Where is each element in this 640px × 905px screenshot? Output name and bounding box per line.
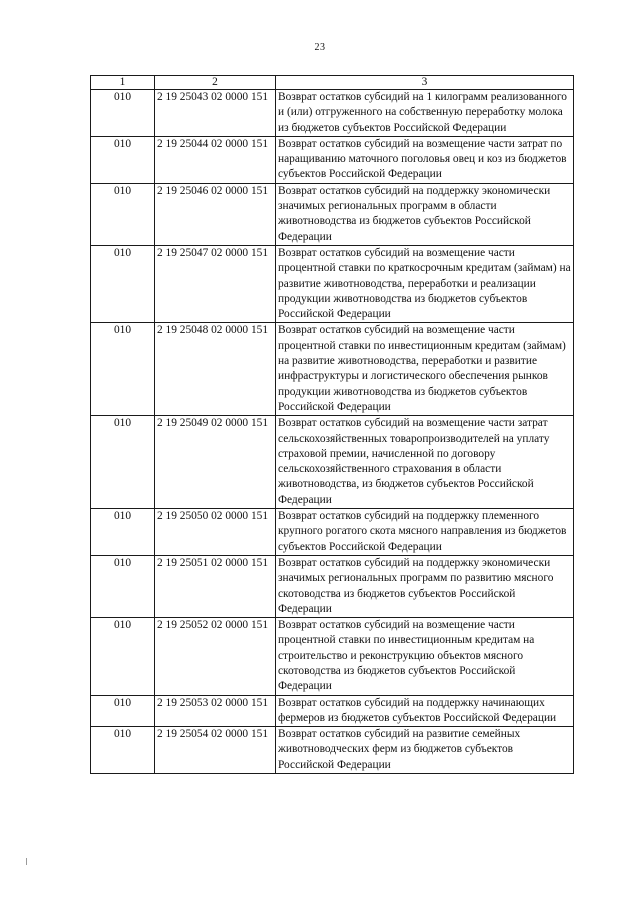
- income-name-cell: Возврат остатков субсидий на поддержку племенного крупного рогатого скота мясного направления из бюджетов субъектов Российской Федерации: [276, 509, 574, 556]
- budget-code-cell: 2 19 25043 02 0000 151: [155, 90, 276, 137]
- budget-code-cell: 2 19 25049 02 0000 151: [155, 416, 276, 509]
- income-name-cell: Возврат остатков субсидий на 1 килограмм реализованного и (или) отгруженного на собственную переработку молока из бюджетов субъектов Российской Федерации: [276, 90, 574, 137]
- table-body: [91, 90, 574, 774]
- page-number: 23: [314, 42, 326, 53]
- income-name-cell: Возврат остатков субсидий на развитие семейных животноводческих ферм из бюджетов субъектов Российской Федерации: [276, 727, 574, 774]
- budget-classification-table: [90, 75, 574, 774]
- admin-code-cell: 010: [91, 136, 155, 183]
- budget-code-cell: 2 19 25050 02 0000 151: [155, 509, 276, 556]
- budget-code-cell: 2 19 25054 02 0000 151: [155, 727, 276, 774]
- table-row: [91, 416, 574, 509]
- header-col-2: 2: [155, 76, 276, 90]
- admin-code-cell: 010: [91, 416, 155, 509]
- admin-code-cell: 010: [91, 727, 155, 774]
- income-name-cell: Возврат остатков субсидий на поддержку экономически значимых региональных программ в области животноводства из бюджетов субъектов Российской Федерации: [276, 183, 574, 245]
- budget-code-cell: 2 19 25046 02 0000 151: [155, 183, 276, 245]
- income-name-cell: Возврат остатков субсидий на возмещение части затрат сельскохозяйственных товаропроизводителей на уплату страховой премии, начисленной по договору сельскохозяйственного страхования в области животноводства, из бюджетов субъектов Российской Федерации: [276, 416, 574, 509]
- table-row: [91, 695, 574, 727]
- income-name-cell: Возврат остатков субсидий на возмещение части процентной ставки по инвестиционным кредитам (займам) на развитие животноводства, переработки и развитие инфраструктуры и логистического обеспечения рынков продукции животноводства из бюджетов субъектов Российской Федерации: [276, 323, 574, 416]
- admin-code-cell: 010: [91, 183, 155, 245]
- header-col-3: 3: [276, 76, 574, 90]
- table-row: [91, 90, 574, 137]
- income-name-cell: Возврат остатков субсидий на возмещение части процентной ставки по краткосрочным кредитам (займам) на развитие животноводства, переработки и реализации продукции животноводства из бюджетов субъектов Российской Федерации: [276, 245, 574, 322]
- budget-code-cell: 2 19 25051 02 0000 151: [155, 555, 276, 617]
- header-col-1: 1: [91, 76, 155, 90]
- admin-code-cell: 010: [91, 323, 155, 416]
- budget-code-cell: 2 19 25048 02 0000 151: [155, 323, 276, 416]
- table-row: [91, 323, 574, 416]
- admin-code-cell: 010: [91, 618, 155, 695]
- table-row: [91, 727, 574, 774]
- table-row: [91, 555, 574, 617]
- income-name-cell: Возврат остатков субсидий на возмещение части затрат по наращиванию маточного поголовья овец и коз из бюджетов субъектов Российской Федерации: [276, 136, 574, 183]
- header-row: [91, 76, 574, 90]
- scan-margin-mark: [26, 858, 27, 865]
- table-header: [91, 76, 574, 90]
- budget-code-cell: 2 19 25047 02 0000 151: [155, 245, 276, 322]
- budget-code-cell: 2 19 25044 02 0000 151: [155, 136, 276, 183]
- income-name-cell: Возврат остатков субсидий на поддержку начинающих фермеров из бюджетов субъектов Российской Федерации: [276, 695, 574, 727]
- table-row: [91, 509, 574, 556]
- admin-code-cell: 010: [91, 509, 155, 556]
- table-row: [91, 183, 574, 245]
- admin-code-cell: 010: [91, 90, 155, 137]
- admin-code-cell: 010: [91, 245, 155, 322]
- income-name-cell: Возврат остатков субсидий на возмещение части процентной ставки по инвестиционным кредитам на строительство и реконструкцию объектов мясного скотоводства из бюджетов субъектов Российской Федерации: [276, 618, 574, 695]
- table-row: [91, 618, 574, 695]
- budget-code-cell: 2 19 25053 02 0000 151: [155, 695, 276, 727]
- admin-code-cell: 010: [91, 695, 155, 727]
- budget-code-cell: 2 19 25052 02 0000 151: [155, 618, 276, 695]
- admin-code-cell: 010: [91, 555, 155, 617]
- table-row: [91, 245, 574, 322]
- table-row: [91, 136, 574, 183]
- income-name-cell: Возврат остатков субсидий на поддержку экономически значимых региональных программ по развитию мясного скотоводства из бюджетов субъектов Российской Федерации: [276, 555, 574, 617]
